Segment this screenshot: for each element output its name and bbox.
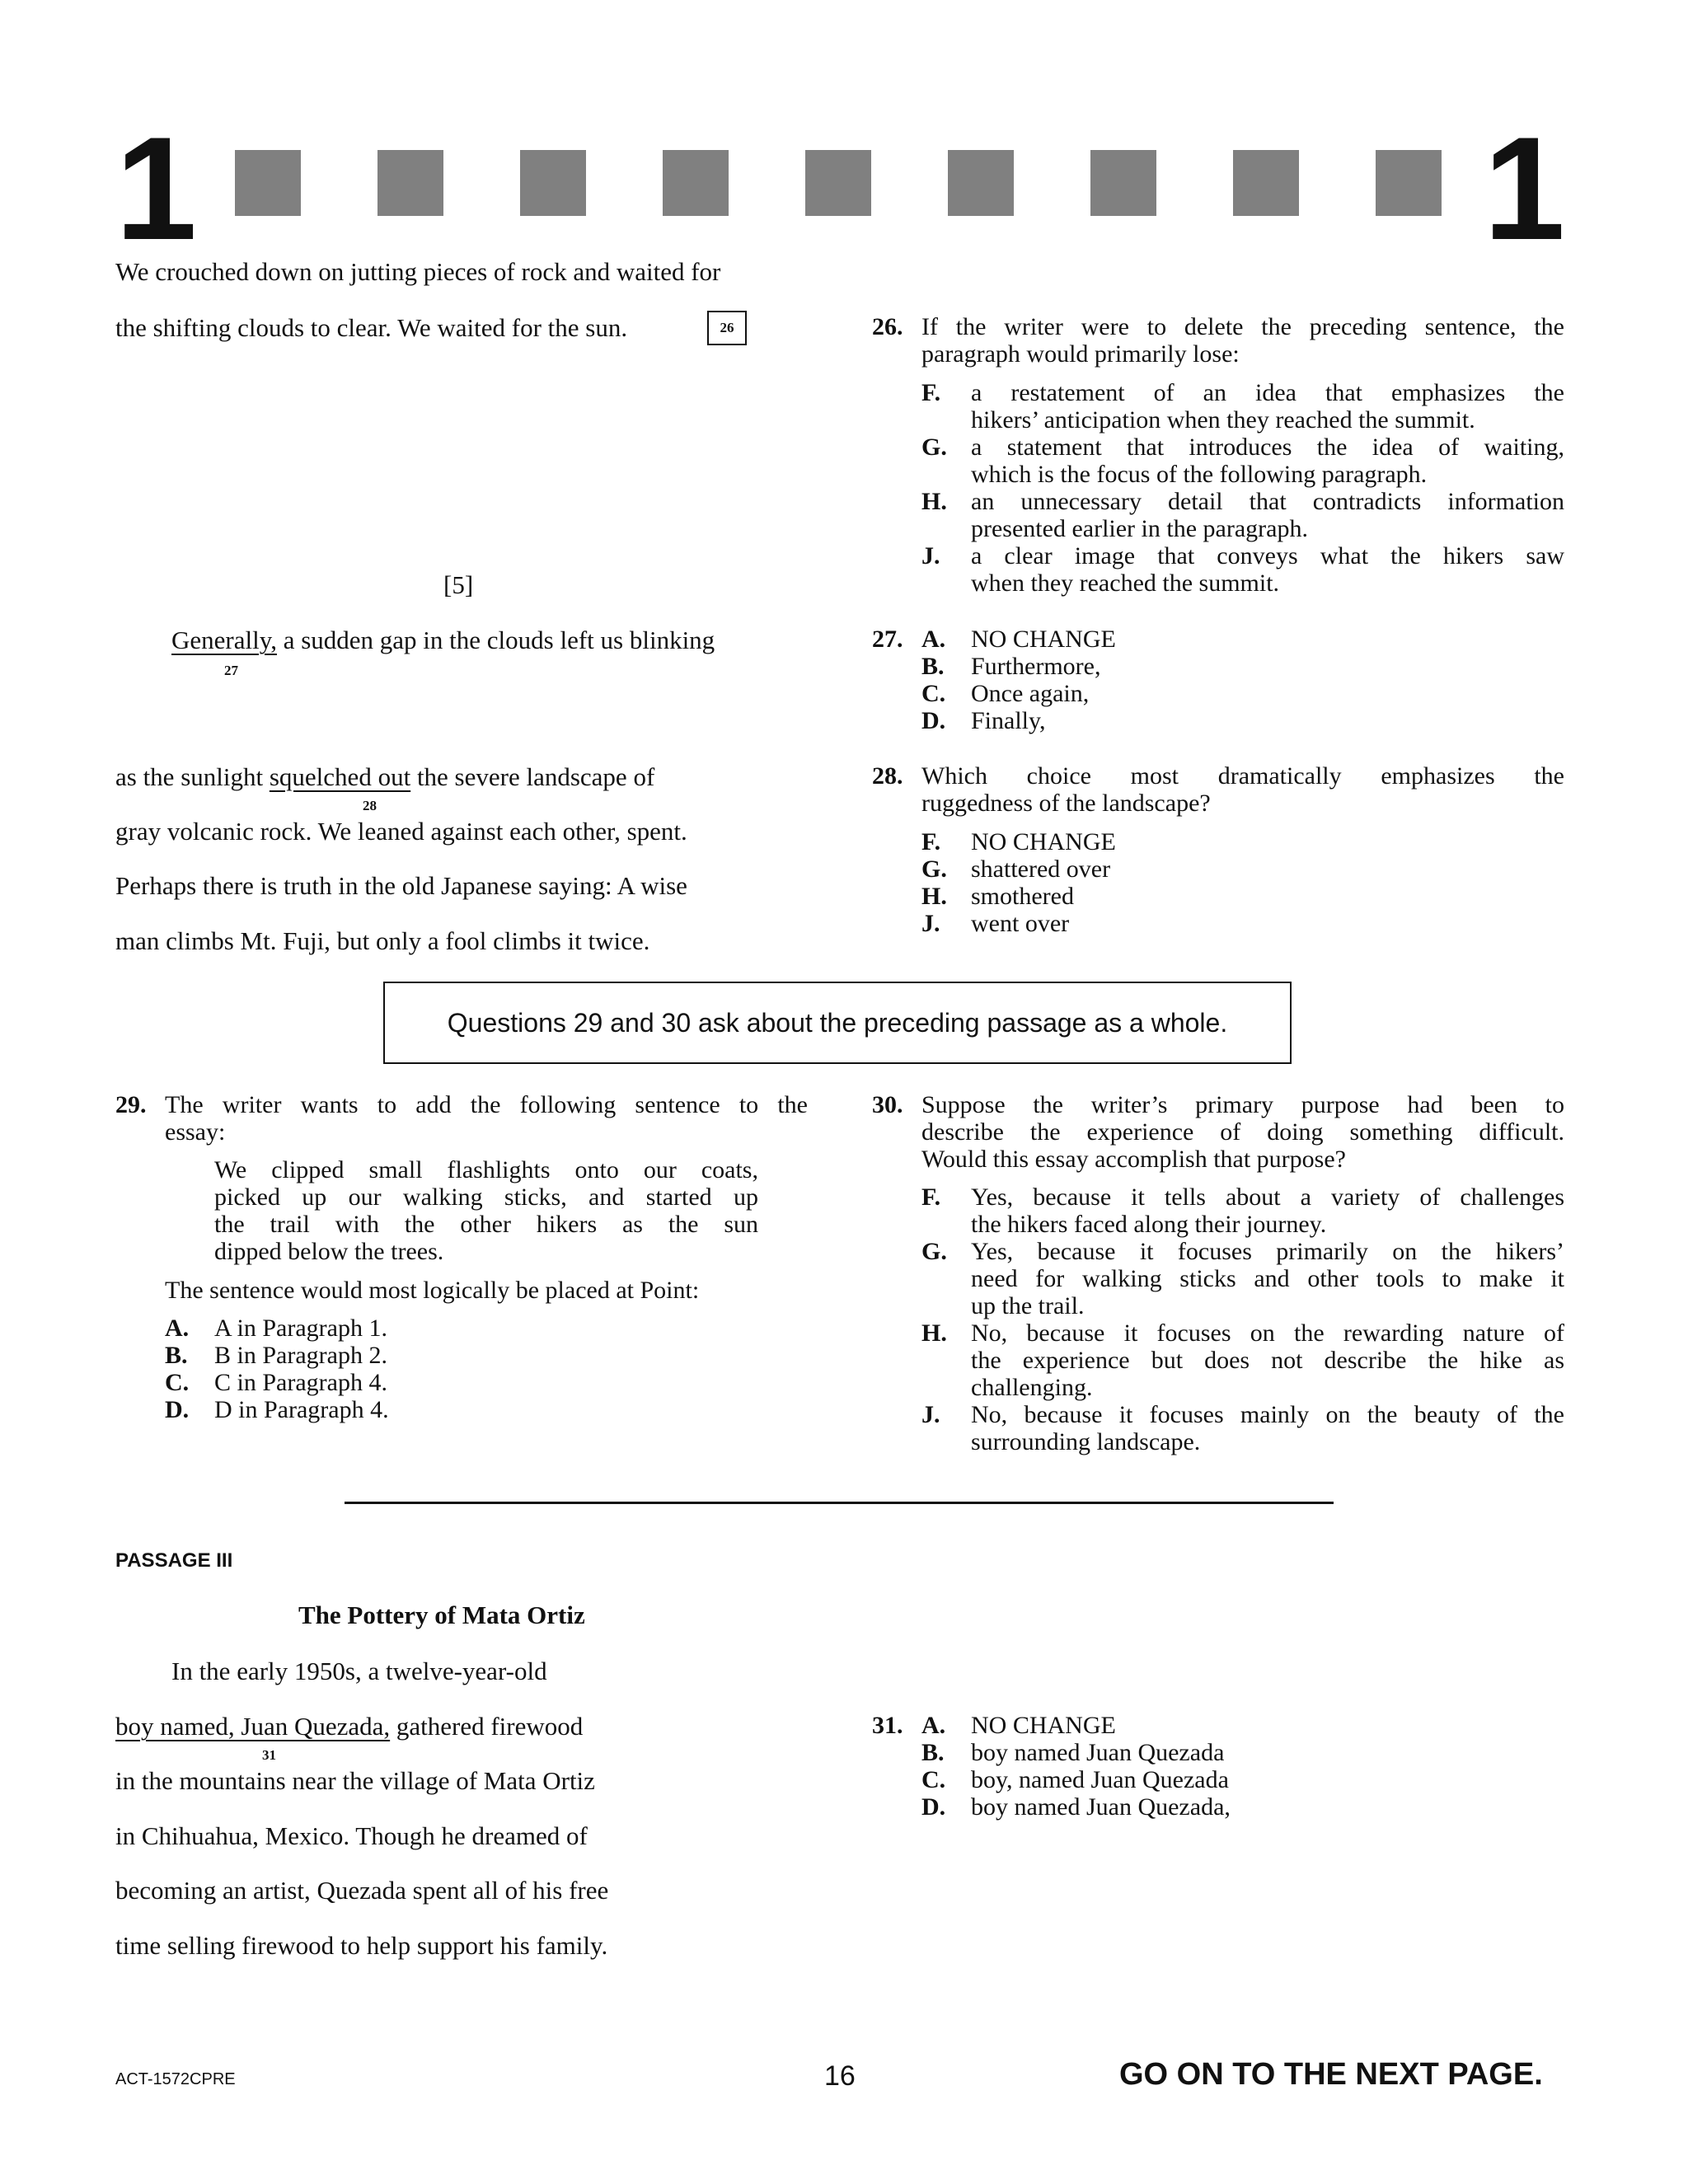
- option-text: NO CHANGE: [971, 626, 1116, 653]
- option-letter: G.: [921, 1238, 947, 1265]
- option-text: an unnecessary detail that contradicts information: [971, 488, 1564, 515]
- test-code: ACT-1572CPRE: [115, 2070, 236, 2088]
- option-letter: H.: [921, 883, 947, 910]
- option-text: a statement that introduces the idea of waiting,: [971, 434, 1564, 461]
- passage-line: becoming an artist, Quezada spent all of his free: [115, 1876, 609, 1905]
- question-stem: ruggedness of the landscape?: [921, 790, 1211, 817]
- paragraph-marker: [5]: [443, 570, 474, 599]
- answer-option[interactable]: [165, 1369, 577, 1396]
- passage-line: the shifting clouds to clear. We waited for the sun.: [115, 313, 628, 342]
- option-letter: B.: [921, 1739, 945, 1766]
- passage-text-segment: gathered firewood: [396, 1712, 584, 1741]
- header-square: [805, 150, 871, 216]
- passage-line: We crouched down on jutting pieces of rock and waited for: [115, 257, 721, 286]
- option-text: a clear image that conveys what the hikers saw: [971, 542, 1564, 569]
- option-letter: D.: [165, 1396, 190, 1423]
- option-letter: A.: [921, 626, 946, 653]
- answer-option[interactable]: [165, 1315, 577, 1342]
- option-text: Furthermore,: [971, 653, 1101, 680]
- section-number-left: 1: [115, 106, 197, 270]
- passage-line: [171, 626, 715, 655]
- option-text: boy, named Juan Quezada: [971, 1766, 1229, 1793]
- passage-line: [115, 762, 654, 792]
- answer-option[interactable]: [921, 1183, 1564, 1238]
- option-text: C in Paragraph 4.: [214, 1369, 387, 1396]
- answer-option[interactable]: [921, 1712, 1416, 1739]
- question-stem: Which choice most dramatically emphasizes the: [921, 762, 1564, 790]
- quoted-sentence-line: We clipped small flashlights onto our coats,: [214, 1156, 758, 1183]
- option-text: Finally,: [971, 707, 1046, 734]
- question-stem: describe the experience of doing something difficult.: [921, 1118, 1564, 1146]
- option-letter: F.: [921, 828, 941, 855]
- option-text: challenging.: [971, 1374, 1093, 1401]
- question-number: 29.: [115, 1091, 147, 1118]
- option-letter: J.: [921, 542, 940, 569]
- option-letter: C.: [165, 1369, 190, 1396]
- option-text: a restatement of an idea that emphasizes the: [971, 379, 1564, 406]
- header-square: [1090, 150, 1156, 216]
- option-text: shattered over: [971, 855, 1111, 883]
- option-letter: G.: [921, 855, 947, 883]
- page-number: 16: [824, 2060, 856, 2092]
- section-divider: [345, 1502, 1334, 1504]
- option-letter: C.: [921, 680, 946, 707]
- option-text: the hikers faced along their journey.: [971, 1211, 1327, 1238]
- option-text: hikers’ anticipation when they reached the summit.: [971, 406, 1475, 434]
- answer-option[interactable]: [921, 1401, 1564, 1455]
- answer-option[interactable]: [921, 680, 1334, 707]
- option-letter: J.: [921, 910, 940, 937]
- underline-number-31: 31: [262, 1747, 276, 1763]
- option-text: went over: [971, 910, 1070, 937]
- option-text: NO CHANGE: [971, 828, 1116, 855]
- question-number: 26.: [872, 313, 903, 340]
- passage-line: man climbs Mt. Fuji, but only a fool climbs it twice.: [115, 926, 650, 955]
- option-text: D in Paragraph 4.: [214, 1396, 389, 1423]
- go-on-notice: GO ON TO THE NEXT PAGE.: [1119, 2057, 1543, 2092]
- option-text: up the trail.: [971, 1292, 1085, 1319]
- option-text: No, because it focuses mainly on the beauty of the: [971, 1401, 1564, 1428]
- option-text: Yes, because it tells about a variety of challenges: [971, 1183, 1564, 1211]
- option-text: Once again,: [971, 680, 1090, 707]
- answer-option[interactable]: [165, 1396, 577, 1423]
- option-letter: F.: [921, 379, 941, 406]
- passage-title: The Pottery of Mata Ortiz: [298, 1601, 585, 1629]
- question-stem: Would this essay accomplish that purpose?: [921, 1146, 1346, 1173]
- option-letter: A.: [165, 1315, 190, 1342]
- option-letter: J.: [921, 1401, 940, 1428]
- answer-option[interactable]: [921, 707, 1334, 734]
- header-square: [1233, 150, 1299, 216]
- option-text: No, because it focuses on the rewarding nature of: [971, 1319, 1564, 1347]
- option-letter: G.: [921, 434, 947, 461]
- answer-option[interactable]: [921, 1739, 1416, 1766]
- passage-line: in Chihuahua, Mexico. Though he dreamed of: [115, 1821, 588, 1850]
- answer-option[interactable]: [921, 1238, 1564, 1319]
- passage-text-segment: as the sunlight: [115, 762, 264, 791]
- option-text: smothered: [971, 883, 1074, 910]
- answer-option[interactable]: [921, 1766, 1416, 1793]
- answer-option[interactable]: [921, 653, 1334, 680]
- passage-line: time selling firewood to help support his family.: [115, 1931, 608, 1960]
- header-square: [235, 150, 301, 216]
- question-followup: The sentence would most logically be placed at Point:: [165, 1277, 700, 1304]
- option-letter: B.: [165, 1342, 188, 1369]
- question-box-26: 26: [707, 311, 747, 345]
- header-square: [663, 150, 729, 216]
- header-square: [377, 150, 443, 216]
- option-letter: A.: [921, 1712, 946, 1739]
- passage-text-segment: the severe landscape of: [416, 762, 655, 791]
- section-number-right: 1: [1484, 106, 1565, 270]
- quoted-sentence-line: picked up our walking sticks, and started up: [214, 1183, 758, 1211]
- question-stem: essay:: [165, 1118, 226, 1146]
- underline-number-27: 27: [224, 663, 238, 678]
- option-text: Yes, because it focuses primarily on the hikers’: [971, 1238, 1564, 1265]
- option-letter: C.: [921, 1766, 946, 1793]
- answer-option[interactable]: [921, 488, 1564, 542]
- question-stem: Suppose the writer’s primary purpose had been to: [921, 1091, 1564, 1118]
- option-letter: B.: [921, 653, 945, 680]
- passage-text-segment: a sudden gap in the clouds left us blinking: [283, 626, 715, 654]
- answer-option[interactable]: [165, 1342, 577, 1369]
- question-number: 30.: [872, 1091, 903, 1118]
- underlined-portion-28: squelched out: [269, 762, 411, 791]
- option-text: boy named Juan Quezada: [971, 1739, 1225, 1766]
- passage-line: [115, 1712, 583, 1741]
- quoted-sentence-line: dipped below the trees.: [214, 1238, 444, 1265]
- option-letter: H.: [921, 488, 947, 515]
- answer-option[interactable]: [921, 883, 1334, 910]
- option-text: B in Paragraph 2.: [214, 1342, 387, 1369]
- answer-option[interactable]: [921, 828, 1334, 855]
- answer-option[interactable]: [921, 379, 1564, 434]
- underline-number-28: 28: [363, 798, 377, 813]
- question-number: 28.: [872, 762, 903, 790]
- passage-line: In the early 1950s, a twelve-year-old: [171, 1657, 547, 1685]
- option-letter: D.: [921, 707, 946, 734]
- whole-passage-instruction-box: Questions 29 and 30 ask about the preceding passage as a whole.: [383, 982, 1292, 1064]
- answer-option[interactable]: [921, 1319, 1564, 1401]
- question-stem: paragraph would primarily lose:: [921, 340, 1240, 368]
- answer-option[interactable]: [921, 434, 1564, 488]
- question-number: 31.: [872, 1712, 903, 1739]
- answer-option[interactable]: [921, 542, 1564, 597]
- passage-line: Perhaps there is truth in the old Japanese saying: A wise: [115, 871, 687, 900]
- passage-label: PASSAGE III: [115, 1549, 233, 1572]
- header-square: [948, 150, 1014, 216]
- answer-option[interactable]: [921, 1793, 1416, 1821]
- option-text: surrounding landscape.: [971, 1428, 1201, 1455]
- option-letter: D.: [921, 1793, 946, 1821]
- option-text: presented earlier in the paragraph.: [971, 515, 1308, 542]
- option-letter: H.: [921, 1319, 947, 1347]
- option-text: when they reached the summit.: [971, 569, 1280, 597]
- header-square: [520, 150, 586, 216]
- answer-option[interactable]: [921, 626, 1334, 653]
- passage-line: in the mountains near the village of Mata Ortiz: [115, 1766, 595, 1795]
- option-text: NO CHANGE: [971, 1712, 1116, 1739]
- option-text: need for walking sticks and other tools to make it: [971, 1265, 1564, 1292]
- question-stem: The writer wants to add the following sentence to the: [165, 1091, 808, 1118]
- answer-option[interactable]: [921, 855, 1334, 883]
- option-letter: F.: [921, 1183, 941, 1211]
- underlined-portion-31: boy named, Juan Quezada,: [115, 1712, 391, 1741]
- question-number: 27.: [872, 626, 903, 653]
- header-square: [1376, 150, 1442, 216]
- passage-line: gray volcanic rock. We leaned against each other, spent.: [115, 817, 687, 846]
- option-text: A in Paragraph 1.: [214, 1315, 387, 1342]
- option-text: boy named Juan Quezada,: [971, 1793, 1231, 1821]
- quoted-sentence-line: the trail with the other hikers as the sun: [214, 1211, 758, 1238]
- question-stem: If the writer were to delete the preceding sentence, the: [921, 313, 1564, 340]
- answer-option[interactable]: [921, 910, 1334, 937]
- option-text: which is the focus of the following paragraph.: [971, 461, 1428, 488]
- underlined-portion-27: Generally,: [171, 626, 277, 654]
- option-text: the experience but does not describe the hike as: [971, 1347, 1564, 1374]
